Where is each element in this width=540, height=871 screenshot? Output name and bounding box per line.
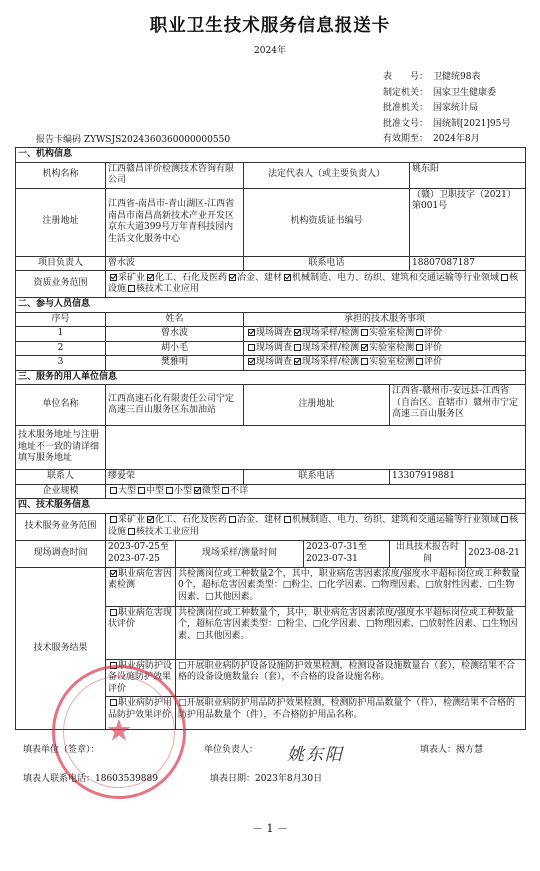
staff-no: 3 <box>16 356 106 371</box>
checkbox-icon[interactable] <box>147 274 154 281</box>
survey-time-value: 2023-07-25至2023-07-25 <box>106 540 176 567</box>
staff-service-item-label: 实验室检测 <box>369 357 415 367</box>
project-lead-value: 曾水波 <box>106 256 244 271</box>
section-heading-service: 四、技术服务信息 <box>16 499 526 514</box>
client-name-value: 江西高速石化有限责任公司宁定高速三百山服务区东加油站 <box>106 385 244 426</box>
staff-service-item-label: 评价 <box>424 342 443 353</box>
enterprise-scale-option-label: 小型 <box>174 485 193 496</box>
enterprise-scale-option-label: 大型 <box>118 485 137 496</box>
result-type-label: 职业病危害因素检测 <box>108 568 173 590</box>
result-detail: 共检测岗位或工种数量2个，其中，职业病危害因素浓度/强度水平超标岗位或工种数量0个，超标危害因素类型：□粉尘、□化学因素、□物理因素、□放射性因素、□生物因素、□其他因素。 <box>176 567 526 606</box>
qualification-scope-options <box>106 271 526 298</box>
staff-service-item-label: 现场调查 <box>256 342 293 353</box>
meta-row <box>383 86 510 102</box>
qualification-scope-option-label: 冶金、建材 <box>237 272 283 283</box>
qualification-scope-option[interactable] <box>145 273 227 283</box>
service-scope-option-label: 化工、石化及医药 <box>155 515 228 525</box>
staff-service-item-label: 评价 <box>424 328 443 338</box>
enterprise-scale-option-label: 微型 <box>202 485 221 496</box>
meta-key: 批准文号： <box>383 118 429 129</box>
filler-phone: 填表人联系电话：18603539889 <box>23 774 158 784</box>
enterprise-scale-label: 企业规模 <box>16 484 106 499</box>
staff-service-items <box>244 341 526 356</box>
checkbox-icon[interactable] <box>501 274 508 281</box>
checkbox-icon[interactable] <box>229 274 236 281</box>
seal-star-icon: ★ <box>105 713 133 749</box>
results-label: 技术服务结果 <box>16 567 106 730</box>
survey-time-label: 现场调查时间 <box>16 540 106 567</box>
staff-service-item-label: 现场采样/检测 <box>302 342 360 353</box>
legal-rep-value: 姚东阳 <box>410 162 526 188</box>
report-time-label: 出具技术报告时间 <box>390 540 466 567</box>
staff-service-item-label: 现场调查 <box>256 357 293 367</box>
checkbox-icon[interactable] <box>284 274 291 281</box>
service-scope-label: 技术服务业务范围 <box>16 513 106 540</box>
org-name-label: 机构名称 <box>16 162 106 188</box>
enterprise-scale-option-label: 中型 <box>146 485 165 496</box>
qualification-scope-option-label: 核设施 <box>108 272 519 294</box>
staff-service-item-label: 评价 <box>424 357 443 367</box>
staff-service-items <box>244 327 526 342</box>
meta-value: 卫健统98表 <box>433 72 481 82</box>
staff-name: 樊雅明 <box>106 356 244 371</box>
meta-key: 有效期至： <box>383 134 429 144</box>
form-year: 2024年 <box>254 46 286 56</box>
client-contact-label: 联系人 <box>16 470 106 485</box>
org-name-value: 江西赣昌评价检测技术咨询有限公司 <box>106 162 244 188</box>
staff-row <box>16 341 526 356</box>
service-scope-option[interactable] <box>126 527 199 537</box>
staff-no-header: 序号 <box>16 312 106 327</box>
qualification-scope-option-label: 核技术工业应用 <box>136 284 200 294</box>
result-type-label: 职业病防护设备设施防护效果评价 <box>108 660 173 694</box>
checkbox-icon[interactable] <box>147 516 154 523</box>
checkbox-icon[interactable] <box>110 662 117 669</box>
org-phone-label: 联系电话 <box>244 256 410 271</box>
staff-service-items <box>244 356 526 371</box>
staff-service-item-label: 现场采样/检测 <box>302 357 360 367</box>
client-address-label: 注册地址 <box>244 385 390 426</box>
org-address-label: 注册地址 <box>16 188 106 256</box>
meta-value: 国家卫生健康委 <box>433 87 497 98</box>
checkbox-icon[interactable] <box>110 609 117 616</box>
client-phone-label: 联系电话 <box>244 470 390 485</box>
result-row <box>16 567 526 606</box>
sampling-time-value: 2023-07-31至2023-07-31 <box>304 540 390 567</box>
qualification-scope-option-label: 采矿业 <box>118 272 146 283</box>
staff-name: 曾水波 <box>106 327 244 342</box>
result-detail: □开展职业病防护设备设施防护效果检测，检测设备设施数量台（套），检测结果不合格的设备设施数量台（套），不合格的设备设施名称。 <box>176 659 526 697</box>
unit-head-signature: 姚东阳 <box>287 745 344 765</box>
qualification-scope-label: 资质业务范围 <box>16 271 106 298</box>
service-address-value <box>106 426 526 470</box>
service-scope-option-label: 冶金、建材 <box>237 515 283 525</box>
report-card-code: 报告卡编码 ZYWSJS2024360360000000550 <box>36 135 231 145</box>
org-phone-value: 18807087187 <box>410 256 526 271</box>
checkbox-icon[interactable] <box>284 516 291 523</box>
staff-service-item-label: 实验室检测 <box>369 342 415 353</box>
meta-key: 制定机关： <box>383 87 429 98</box>
checkbox-icon[interactable] <box>138 487 145 494</box>
checkbox-icon[interactable] <box>194 487 201 494</box>
checkbox-icon[interactable] <box>110 274 117 281</box>
result-type-label: 职业病防护用品防护效果评价 <box>108 698 173 720</box>
filler-unit-label: 填表单位（签章）： <box>23 745 100 755</box>
checkbox-icon[interactable] <box>416 344 423 351</box>
result-type-label: 职业病危害现状评价 <box>108 607 173 629</box>
checkbox-icon[interactable] <box>416 358 423 365</box>
service-scope-option[interactable] <box>282 515 499 525</box>
result-type <box>106 659 176 697</box>
staff-row <box>16 327 526 342</box>
checkbox-icon[interactable] <box>128 285 135 292</box>
meta-row <box>383 117 510 133</box>
enterprise-scale-option[interactable] <box>220 486 248 496</box>
project-lead-label: 项目负责人 <box>16 256 106 271</box>
cert-no-value: （赣）卫职技字（2021）第001号 <box>410 188 526 256</box>
checkbox-icon[interactable] <box>361 358 368 365</box>
form-meta <box>383 70 510 148</box>
checkbox-icon[interactable] <box>110 516 117 523</box>
staff-no: 2 <box>16 341 106 356</box>
service-scope-option[interactable] <box>145 515 227 525</box>
checkbox-icon[interactable] <box>294 358 301 365</box>
section-heading-staff: 二、参与人员信息 <box>16 298 526 313</box>
enterprise-scale-option-label: 不详 <box>230 485 249 496</box>
meta-key: 表 号： <box>383 72 429 82</box>
report-time-value: 2023-08-21 <box>466 540 526 567</box>
staff-service-item-label: 现场采样/检测 <box>302 328 360 338</box>
checkbox-icon[interactable] <box>110 570 117 577</box>
checkbox-icon[interactable] <box>501 516 508 523</box>
filler-label: 填表人：揭方慧 <box>420 745 484 755</box>
sampling-time-label: 现场采样/测量时间 <box>176 540 304 567</box>
qualification-scope-option[interactable] <box>227 273 282 283</box>
qualification-scope-option-label: 机械制造、电力、纺织、建筑和交通运输等行业领域 <box>292 272 500 283</box>
checkbox-icon[interactable] <box>361 344 368 351</box>
staff-name-header: 姓名 <box>106 312 244 327</box>
meta-row <box>383 101 510 117</box>
staff-name: 胡小毛 <box>106 341 244 356</box>
checkbox-icon[interactable] <box>294 344 301 351</box>
meta-value: 2024年8月 <box>433 134 480 144</box>
qualification-scope-option-label: 化工、石化及医药 <box>155 272 228 283</box>
checkbox-icon[interactable] <box>294 329 301 336</box>
enterprise-scale-option[interactable] <box>164 486 192 496</box>
report-form-table <box>15 147 526 730</box>
client-contact-value: 缪爱荣 <box>106 470 244 485</box>
result-detail: 共检测岗位或工种数量个，其中，职业病危害因素浓度/强度水平超标岗位或工种数量个，超标危害因素类型：□粉尘、□化学因素、□物理因素、□放射性因素、□生物因素、□其他因素。 <box>176 606 526 659</box>
staff-items-header: 承担的技术服务事项 <box>244 312 526 327</box>
checkbox-icon[interactable] <box>248 344 255 351</box>
meta-row <box>383 70 510 86</box>
meta-key: 批准机关： <box>383 103 429 113</box>
result-detail: □开展职业病防护用品防护效果检测，检测防护用品数量个（件），检测结果不合格的防护用品数量个（件），不合格防护用品名称。 <box>176 697 526 730</box>
checkbox-icon[interactable] <box>416 329 423 336</box>
service-scope-option[interactable] <box>227 515 282 525</box>
enterprise-scale-options <box>106 484 526 499</box>
checkbox-icon[interactable] <box>128 528 135 535</box>
checkbox-icon[interactable] <box>166 487 173 494</box>
service-scope-options <box>106 513 526 540</box>
service-scope-option[interactable] <box>108 515 145 525</box>
enterprise-scale-option[interactable] <box>108 486 136 496</box>
staff-no: 1 <box>16 327 106 342</box>
fill-date: 填表日期：2023年8月30日 <box>210 774 323 784</box>
checkbox-icon[interactable] <box>248 329 255 336</box>
checkbox-icon[interactable] <box>248 358 255 365</box>
checkbox-icon[interactable] <box>110 487 117 494</box>
qualification-scope-option[interactable] <box>126 284 199 294</box>
page-number: － 1 － <box>252 822 288 835</box>
qualification-scope-option[interactable] <box>108 273 145 283</box>
meta-value: 国统制[2021]95号 <box>433 118 511 129</box>
cert-no-label: 机构资质证书编号 <box>244 188 410 256</box>
result-type <box>106 697 176 730</box>
checkbox-icon[interactable] <box>110 699 117 706</box>
section-heading-client: 三、服务的用人单位信息 <box>16 370 526 385</box>
checkbox-icon[interactable] <box>222 487 229 494</box>
checkbox-icon[interactable] <box>229 516 236 523</box>
staff-row <box>16 356 526 371</box>
result-type <box>106 567 176 606</box>
client-name-label: 单位名称 <box>16 385 106 426</box>
staff-service-item-label: 实验室检测 <box>369 328 415 338</box>
client-phone-value: 13307919881 <box>390 470 526 485</box>
section-heading-org: 一、机构信息 <box>16 148 526 163</box>
unit-head-label: 单位负责人： <box>204 745 259 755</box>
qualification-scope-option[interactable] <box>282 273 499 283</box>
meta-row <box>383 132 510 148</box>
form-title: 职业卫生技术服务信息报送卡 <box>149 16 391 36</box>
legal-rep-label: 法定代表人（或主要负责人） <box>244 162 410 188</box>
result-type <box>106 606 176 659</box>
checkbox-icon[interactable] <box>361 329 368 336</box>
service-scope-option-label: 机械制造、电力、纺织、建筑和交通运输等行业领域 <box>292 515 500 525</box>
service-scope-option-label: 核设施 <box>108 515 519 537</box>
service-scope-option-label: 核技术工业应用 <box>136 526 200 537</box>
service-address-label: 技术服务地址与注册地址不一致的请详细填写服务地址 <box>16 426 106 470</box>
meta-value: 国家统计局 <box>433 103 479 113</box>
staff-service-item-label: 现场调查 <box>256 328 293 338</box>
client-address-value: 江西省-赣州市-安远县-江西省（自治区、直辖市）赣州市宁定高速三百山服务区 <box>390 385 526 426</box>
org-address-value: 江西省-南昌市-青山湖区-江西省南昌市南昌高新技术产业开发区京东大道399号万年青科技园内生活文化服务中心 <box>106 188 244 256</box>
service-scope-option-label: 采矿业 <box>118 515 146 525</box>
enterprise-scale-option[interactable] <box>192 486 220 496</box>
enterprise-scale-option[interactable] <box>136 486 164 496</box>
